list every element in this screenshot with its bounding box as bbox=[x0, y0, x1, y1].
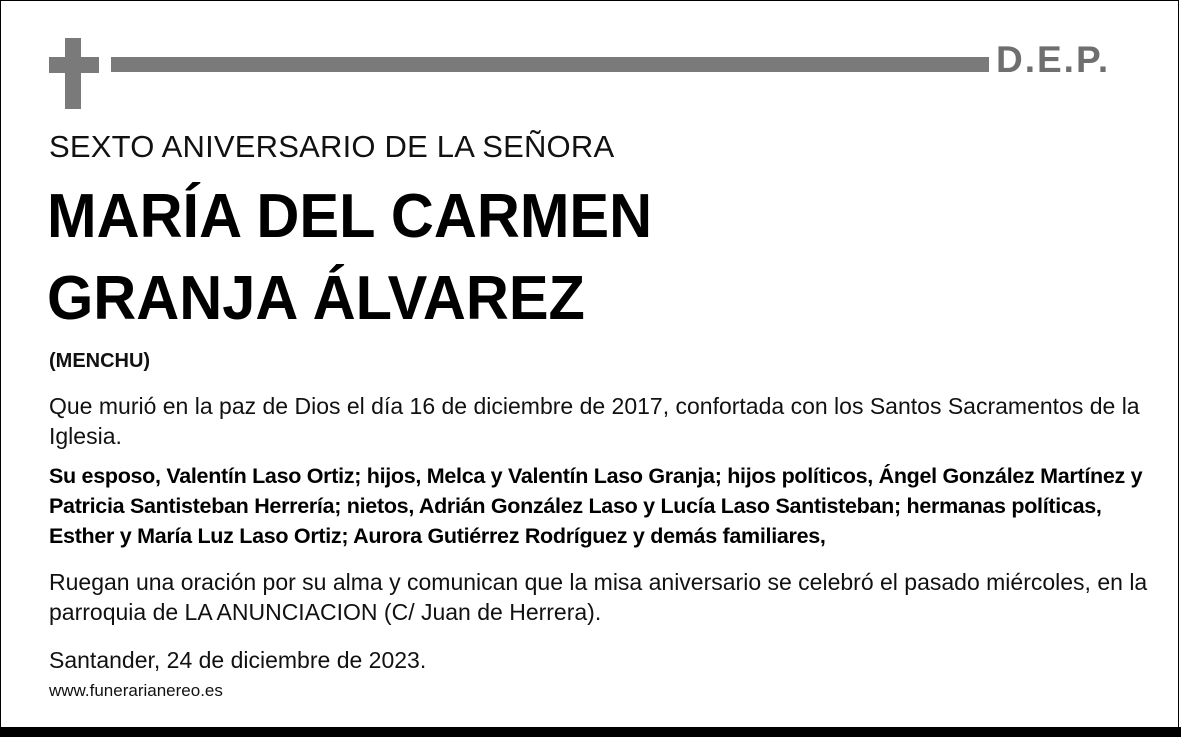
nickname: (MENCHU) bbox=[49, 350, 151, 372]
deceased-name-line1: MARÍA DEL CARMEN bbox=[47, 182, 653, 251]
website-link[interactable]: www.funerarianereo.es bbox=[49, 681, 223, 700]
death-paragraph: Que murió en la paz de Dios el día 16 de diciembre de 2017, confortada con los Santos Sacramentos de la Iglesia. bbox=[49, 393, 1140, 449]
family-paragraph: Su esposo, Valentín Laso Ortiz; hijos, Melca y Valentín Laso Granja; hijos políticos, Ángel González Martínez y Patricia Santisteban Herrería; nietos, Adrián González Laso y Lucía Laso Santisteban; hermanas políticas, Esther y María Luz Laso Ortiz; Aurora Gutiérrez Rodríguez y demás familiares, bbox=[49, 464, 1143, 548]
dep-label: D.E.P. bbox=[996, 39, 1111, 80]
deceased-name-line2: GRANJA ÁLVAREZ bbox=[47, 264, 585, 333]
bottom-rule bbox=[0, 727, 1181, 737]
anniversary-subtitle: SEXTO ANIVERSARIO DE LA SEÑORA bbox=[49, 129, 615, 164]
header-rule bbox=[111, 57, 989, 72]
place-date: Santander, 24 de diciembre de 2023. bbox=[49, 647, 427, 673]
cross-icon-arm bbox=[49, 57, 99, 73]
cross-icon bbox=[65, 38, 81, 109]
mass-paragraph: Ruegan una oración por su alma y comunican que la misa aniversario se celebró el pasado miércoles, en la parroquia de LA ANUNCIACION (C/ Juan de Herrera). bbox=[49, 569, 1148, 625]
